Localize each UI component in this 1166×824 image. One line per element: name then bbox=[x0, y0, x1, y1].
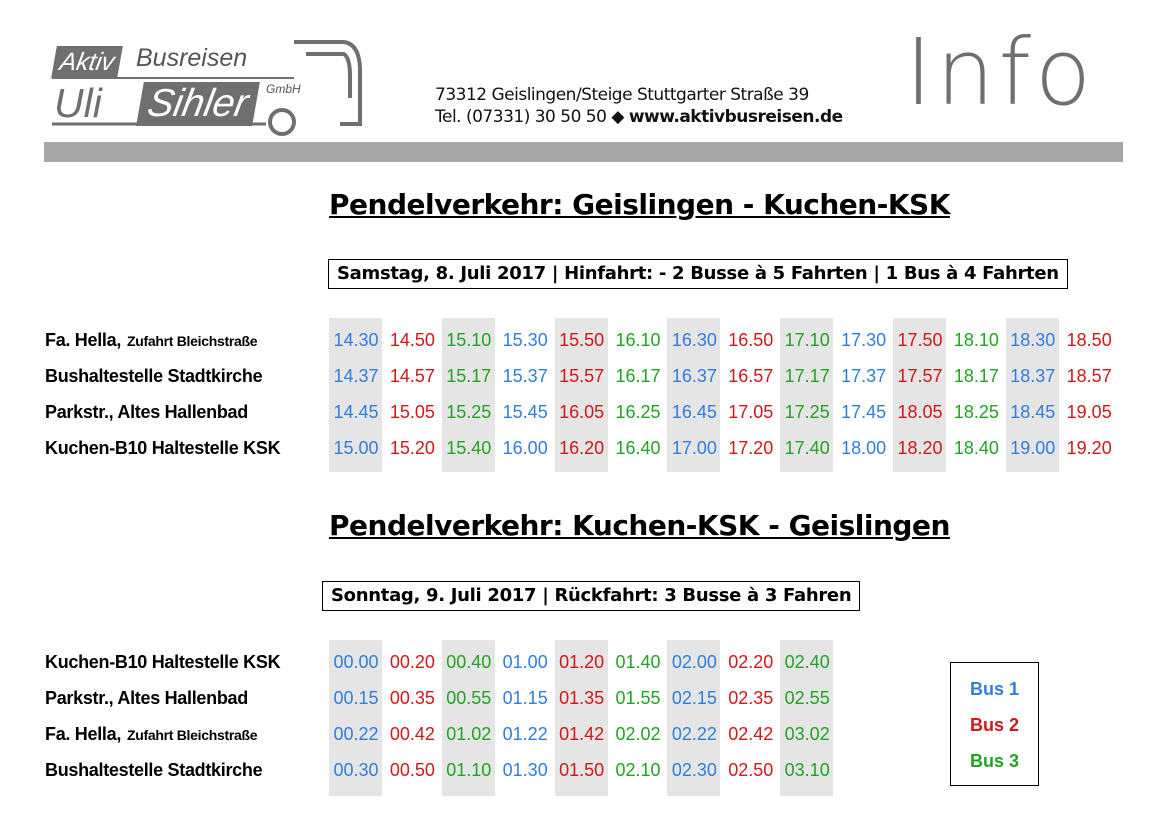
departure-time: 16.00 bbox=[502, 438, 548, 458]
departure-time: 02.50 bbox=[728, 760, 774, 780]
section2-title: Pendelverkehr: Kuchen-KSK - Geislingen bbox=[329, 509, 950, 542]
departure-time: 00.20 bbox=[389, 652, 435, 672]
stop-name bbox=[45, 430, 280, 466]
stop-name-sub: Zufahrt Bleichstraße bbox=[127, 333, 258, 349]
departure-time: 00.15 bbox=[333, 688, 379, 708]
departure-time: 01.20 bbox=[559, 652, 605, 672]
departure-time: 02.55 bbox=[784, 688, 830, 708]
departure-time: 01.50 bbox=[559, 760, 605, 780]
company-logo bbox=[44, 28, 364, 138]
departure-time: 02.40 bbox=[784, 652, 830, 672]
departure-time: 18.57 bbox=[1066, 366, 1112, 386]
departure-time: 16.40 bbox=[615, 438, 661, 458]
departure-time: 00.55 bbox=[446, 688, 492, 708]
section1-title: Pendelverkehr: Geislingen - Kuchen-KSK bbox=[329, 188, 950, 221]
header-divider-bar bbox=[44, 142, 1123, 162]
departure-time: 17.37 bbox=[841, 366, 887, 386]
info-heading: Info bbox=[905, 19, 1096, 126]
departure-time: 16.30 bbox=[671, 330, 717, 350]
departure-time: 17.17 bbox=[784, 366, 830, 386]
departure-time: 18.20 bbox=[897, 438, 943, 458]
departure-time: 03.02 bbox=[784, 724, 830, 744]
departure-time: 03.10 bbox=[784, 760, 830, 780]
legend-bus2: Bus 2 bbox=[969, 715, 1020, 735]
website-link[interactable]: www.aktivbusreisen.de bbox=[628, 107, 843, 127]
separator-diamond: ◆ bbox=[606, 107, 629, 127]
stop-name bbox=[45, 322, 257, 358]
departure-time: 01.35 bbox=[559, 688, 605, 708]
bus-legend bbox=[950, 662, 1039, 786]
departure-time: 02.20 bbox=[728, 652, 774, 672]
departure-time: 19.05 bbox=[1066, 402, 1112, 422]
departure-time: 19.20 bbox=[1066, 438, 1112, 458]
departure-time: 18.40 bbox=[953, 438, 999, 458]
logo-busreisen-text: Busreisen bbox=[136, 44, 248, 72]
departure-time: 02.02 bbox=[615, 724, 661, 744]
departure-time: 15.20 bbox=[389, 438, 435, 458]
departure-time: 18.50 bbox=[1066, 330, 1112, 350]
section1-day-box bbox=[328, 259, 1068, 289]
logo-aktiv-text: Aktiv bbox=[51, 46, 123, 78]
departure-time: 16.57 bbox=[728, 366, 774, 386]
section2-day-sub: | Rückfahrt: 3 Busse à 3 Fahren bbox=[536, 585, 852, 606]
stop-name bbox=[45, 680, 248, 716]
departure-time: 15.37 bbox=[502, 366, 548, 386]
departure-time: 19.00 bbox=[1010, 438, 1056, 458]
stop-name bbox=[45, 358, 262, 394]
section2-day: Sonntag, 9. Juli 2017 bbox=[331, 585, 537, 606]
departure-time: 16.20 bbox=[559, 438, 605, 458]
section1-day-sub: | Hinfahrt: - 2 Busse à 5 Fahrten | 1 Bus à 4 Fahrten bbox=[545, 263, 1059, 284]
departure-time: 02.35 bbox=[728, 688, 774, 708]
departure-time: 17.00 bbox=[671, 438, 717, 458]
departure-time: 16.45 bbox=[671, 402, 717, 422]
stop-name-text: Bushaltestelle Stadtkirche bbox=[45, 366, 263, 386]
departure-time: 15.17 bbox=[446, 366, 492, 386]
departure-time: 17.30 bbox=[841, 330, 887, 350]
contact-line bbox=[435, 106, 843, 128]
departure-time: 14.37 bbox=[333, 366, 379, 386]
departure-time: 15.45 bbox=[502, 402, 548, 422]
departure-time: 15.50 bbox=[559, 330, 605, 350]
stop-name-text: Parkstr., Altes Hallenbad bbox=[45, 688, 248, 708]
phone-number: Tel. (07331) 30 50 50 bbox=[435, 107, 607, 127]
departure-time: 00.42 bbox=[389, 724, 435, 744]
stop-name bbox=[45, 394, 248, 430]
departure-time: 17.40 bbox=[784, 438, 830, 458]
departure-time: 00.35 bbox=[389, 688, 435, 708]
departure-time: 15.57 bbox=[559, 366, 605, 386]
departure-time: 00.22 bbox=[333, 724, 379, 744]
departure-time: 02.42 bbox=[728, 724, 774, 744]
company-address bbox=[435, 84, 843, 128]
departure-time: 02.22 bbox=[671, 724, 717, 744]
departure-time: 18.37 bbox=[1010, 366, 1056, 386]
departure-time: 01.02 bbox=[446, 724, 492, 744]
logo-gmbh-text: GmbH bbox=[266, 82, 301, 96]
departure-time: 14.45 bbox=[333, 402, 379, 422]
departure-time: 16.25 bbox=[615, 402, 661, 422]
departure-time: 18.25 bbox=[953, 402, 999, 422]
stop-name-text: Kuchen-B10 Haltestelle KSK bbox=[45, 438, 281, 458]
departure-time: 15.00 bbox=[333, 438, 379, 458]
departure-time: 15.40 bbox=[446, 438, 492, 458]
departure-time: 17.10 bbox=[784, 330, 830, 350]
departure-time: 01.22 bbox=[502, 724, 548, 744]
departure-time: 01.42 bbox=[559, 724, 605, 744]
departure-time: 17.45 bbox=[841, 402, 887, 422]
departure-time: 15.30 bbox=[502, 330, 548, 350]
departure-time: 18.10 bbox=[953, 330, 999, 350]
departure-time: 16.37 bbox=[671, 366, 717, 386]
departure-time: 01.00 bbox=[502, 652, 548, 672]
departure-time: 18.05 bbox=[897, 402, 943, 422]
stop-name bbox=[45, 644, 280, 680]
departure-time: 17.20 bbox=[728, 438, 774, 458]
departure-time: 17.05 bbox=[728, 402, 774, 422]
departure-time: 01.15 bbox=[502, 688, 548, 708]
departure-time: 00.40 bbox=[446, 652, 492, 672]
departure-time: 00.50 bbox=[389, 760, 435, 780]
departure-time: 02.00 bbox=[671, 652, 717, 672]
stop-name-text: Parkstr., Altes Hallenbad bbox=[45, 402, 248, 422]
stop-name-text: Kuchen-B10 Haltestelle KSK bbox=[45, 652, 281, 672]
departure-time: 01.30 bbox=[502, 760, 548, 780]
departure-time: 01.55 bbox=[615, 688, 661, 708]
section1-day: Samstag, 8. Juli 2017 bbox=[337, 263, 546, 284]
departure-time: 17.50 bbox=[897, 330, 943, 350]
stop-name-text: Bushaltestelle Stadtkirche bbox=[45, 760, 263, 780]
departure-time: 14.50 bbox=[389, 330, 435, 350]
departure-time: 18.30 bbox=[1010, 330, 1056, 350]
departure-time: 16.05 bbox=[559, 402, 605, 422]
departure-time: 14.57 bbox=[389, 366, 435, 386]
departure-time: 01.10 bbox=[446, 760, 492, 780]
stop-name-text: Fa. Hella, bbox=[45, 330, 122, 350]
departure-time: 18.45 bbox=[1010, 402, 1056, 422]
stop-name-text: Fa. Hella, bbox=[45, 724, 122, 744]
departure-time: 18.00 bbox=[841, 438, 887, 458]
departure-time: 15.05 bbox=[389, 402, 435, 422]
section2-day-box bbox=[322, 581, 860, 611]
departure-time: 16.17 bbox=[615, 366, 661, 386]
departure-time: 00.00 bbox=[333, 652, 379, 672]
departure-time: 18.17 bbox=[953, 366, 999, 386]
stop-name bbox=[45, 752, 262, 788]
departure-time: 00.30 bbox=[333, 760, 379, 780]
stop-name bbox=[45, 716, 257, 752]
departure-time: 15.10 bbox=[446, 330, 492, 350]
departure-time: 02.15 bbox=[671, 688, 717, 708]
departure-time: 01.40 bbox=[615, 652, 661, 672]
departure-time: 17.25 bbox=[784, 402, 830, 422]
legend-bus3: Bus 3 bbox=[969, 751, 1020, 771]
departure-time: 14.30 bbox=[333, 330, 379, 350]
stop-name-sub: Zufahrt Bleichstraße bbox=[127, 727, 258, 743]
logo-sihler-text: Sihler bbox=[136, 82, 259, 126]
departure-time: 17.57 bbox=[897, 366, 943, 386]
departure-time: 16.50 bbox=[728, 330, 774, 350]
departure-time: 02.30 bbox=[671, 760, 717, 780]
address-line: 73312 Geislingen/Steige Stuttgarter Straße 39 bbox=[435, 85, 809, 105]
logo-uli-text: Uli bbox=[54, 80, 102, 126]
departure-time: 16.10 bbox=[615, 330, 661, 350]
legend-bus1: Bus 1 bbox=[969, 679, 1020, 699]
departure-time: 15.25 bbox=[446, 402, 492, 422]
departure-time: 02.10 bbox=[615, 760, 661, 780]
